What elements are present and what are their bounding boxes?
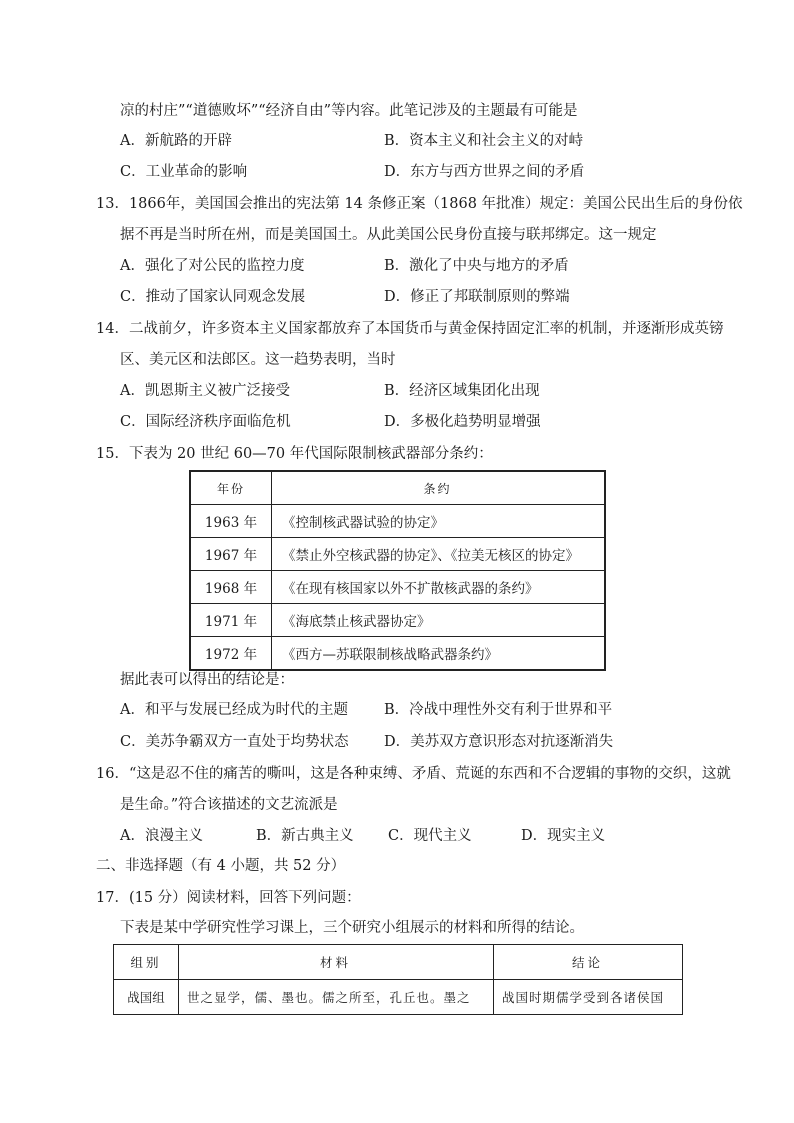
header-material: 材料 — [179, 945, 494, 980]
q12-option-c: C．工业革命的影响 — [120, 164, 248, 180]
table-row — [190, 505, 605, 538]
q16-option-c: C．现代主义 — [388, 828, 472, 844]
cell-treaty: 《海底禁止核武器协定》 — [272, 604, 606, 637]
q16-option-d: D．现实主义 — [521, 828, 606, 844]
header-conclusion: 结论 — [494, 945, 683, 980]
q12-option-a: A．新航路的开辟 — [120, 133, 232, 149]
q15-conclusion-prompt: 据此表可以得出的结论是： — [120, 672, 294, 688]
table-row — [190, 604, 605, 637]
q16-stem-line2: 是生命。”符合该描述的文艺流派是 — [120, 797, 338, 813]
q13-option-b: B．激化了中央与地方的矛盾 — [384, 258, 569, 274]
cell-treaty: 《禁止外空核武器的协定》、《拉美无核区的协定》 — [272, 538, 606, 571]
q17-intro: 下表是某中学研究性学习课上，三个研究小组展示的材料和所得的结论。 — [120, 920, 584, 936]
q14-stem-line2: 区、美元区和法郎区。这一趋势表明，当时 — [120, 352, 396, 368]
q16-option-a: A．浪漫主义 — [120, 828, 203, 844]
q12-stem-tail: 凉的村庄”“道德败坏”“经济自由”等内容。此笔记涉及的主题最有可能是 — [120, 103, 578, 119]
q16-stem-line1: 16．“这是忍不住的痛苦的嘶叫，这是各种束缚、矛盾、荒诞的东西和不合逻辑的事物的交织，这就 — [96, 766, 731, 782]
header-treaty: 条约 — [272, 471, 606, 505]
q14-stem-line1: 14．二战前夕，许多资本主义国家都放弃了本国货币与黄金保持固定汇率的机制，并逐渐形成英镑 — [96, 321, 724, 337]
q17-research-table — [113, 944, 683, 1015]
q16-option-b: B．新古典主义 — [256, 828, 354, 844]
q15-treaty-table — [189, 470, 606, 671]
q15-option-b: B．冷战中理性外交有利于世界和平 — [384, 702, 613, 718]
q14-option-b: B．经济区域集团化出现 — [384, 383, 540, 399]
table-row — [114, 980, 683, 1015]
q13-option-d: D．修正了邦联制原则的弊端 — [384, 289, 570, 305]
cell-group: 战国组 — [114, 980, 179, 1015]
q13-stem-line2: 据不再是当时所在州，而是美国国土。从此美国公民身份直接与联邦绑定。这一规定 — [120, 227, 657, 243]
header-group: 组别 — [114, 945, 179, 980]
table-row — [190, 571, 605, 604]
q15-option-c: C．美苏争霸双方一直处于均势状态 — [120, 734, 349, 750]
q12-option-d: D．东方与西方世界之间的矛盾 — [384, 164, 585, 180]
cell-treaty: 《控制核武器试验的协定》 — [272, 505, 606, 538]
q13-option-c: C．推动了国家认同观念发展 — [120, 289, 306, 305]
section-heading: 二、非选择题（有 4 小题，共 52 分） — [96, 858, 346, 874]
cell-year: 1967 年 — [190, 538, 272, 571]
q14-option-c: C．国际经济秩序面临危机 — [120, 414, 291, 430]
q14-option-d: D．多极化趋势明显增强 — [384, 414, 541, 430]
table-header-row — [190, 471, 605, 505]
cell-treaty: 《西方—苏联限制核战略武器条约》 — [272, 637, 606, 671]
cell-material: 世之显学，儒、墨也。儒之所至，孔丘也。墨之 — [179, 980, 494, 1015]
q13-option-a: A．强化了对公民的监控力度 — [120, 258, 305, 274]
q17-stem: 17．(15 分）阅读材料，回答下列问题： — [96, 890, 361, 906]
q15-stem: 15．下表为 20 世纪 60—70 年代国际限制核武器部分条约： — [96, 446, 493, 462]
q14-option-a: A．凯恩斯主义被广泛接受 — [120, 383, 290, 399]
cell-conclusion: 战国时期儒学受到各诸侯国 — [494, 980, 683, 1015]
table-header-row — [114, 945, 683, 980]
table-row — [190, 538, 605, 571]
q13-stem-line1: 13．1866年，美国国会推出的宪法第 14 条修正案（1868 年批准）规定：美国公民出生后的身份依 — [96, 196, 743, 212]
cell-year: 1968 年 — [190, 571, 272, 604]
table-row — [190, 637, 605, 671]
q15-option-d: D．美苏双方意识形态对抗逐渐消失 — [384, 734, 614, 750]
cell-treaty: 《在现有核国家以外不扩散核武器的条约》 — [272, 571, 606, 604]
cell-year: 1963 年 — [190, 505, 272, 538]
cell-year: 1971 年 — [190, 604, 272, 637]
cell-year: 1972 年 — [190, 637, 272, 671]
header-year: 年份 — [190, 471, 272, 505]
q15-option-a: A．和平与发展已经成为时代的主题 — [120, 702, 348, 718]
q12-option-b: B．资本主义和社会主义的对峙 — [384, 133, 584, 149]
